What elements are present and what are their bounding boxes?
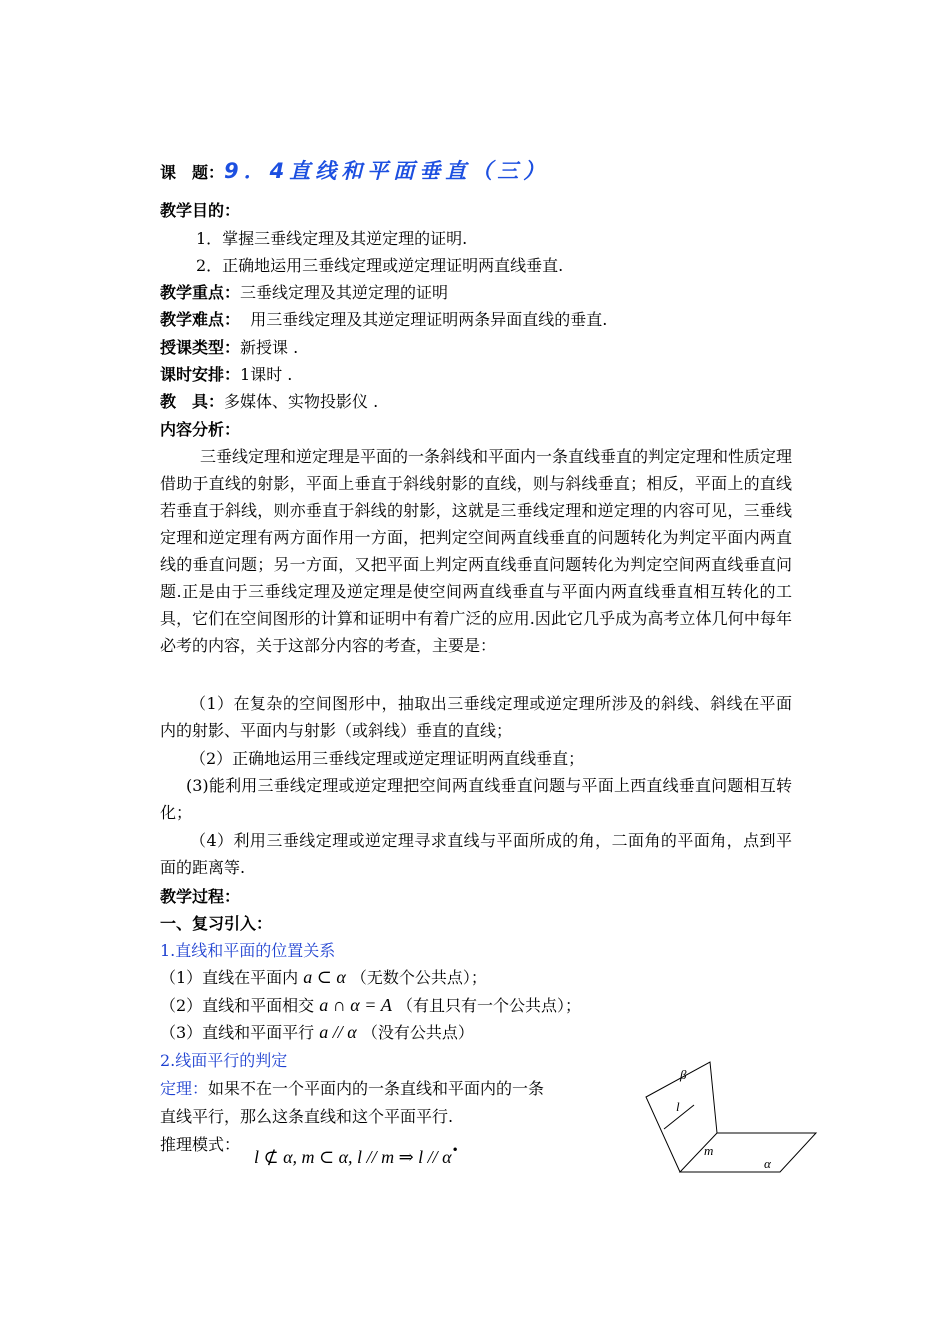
relation-row xyxy=(160,966,487,989)
label-alpha: α xyxy=(764,1156,771,1171)
objectives-heading: 教学目的： xyxy=(160,201,241,220)
analysis-point: （1）在复杂的空间图形中，抽取出三垂线定理或逆定理所涉及的斜线、斜线在平面内的射影、平面内与射影（或斜线）垂直的直线； xyxy=(160,694,792,740)
meta-label: 教学难点： xyxy=(160,310,241,329)
topic-parallel-criterion: 2.线面平行的判定 xyxy=(160,1051,288,1070)
analysis-heading: 内容分析： xyxy=(160,420,241,439)
meta-label: 授课类型： xyxy=(160,338,241,357)
meta-key-points xyxy=(160,282,448,304)
section-review: 一、复习引入： xyxy=(160,914,273,933)
relation-text: （1）直线在平面内 xyxy=(160,968,299,987)
title-text: 9．4直线和平面垂直（三） xyxy=(224,159,550,183)
process-heading: 教学过程： xyxy=(160,887,241,906)
reasoning-formula-row xyxy=(254,1143,459,1170)
analysis-paragraph: 三垂线定理和逆定理是平面的一条斜线和平面内一条直线垂直的判定定理和性质定理借助于直线的射影，平面上垂直于斜线射影的直线，则与斜线垂直；相反，平面上的直线若垂直于斜线，则亦垂直于斜线的射影，这就是三垂线定理和逆定理的内容可见，三垂线定理和逆定理有两方面作用一方面，把判定空间两直线垂直的问题转化为判定平面内两直线的垂直问题；另一方面，又把平面上判定两直线垂直问题转化为判定空间两直线垂直问题.正是由于三垂线定理及逆定理是使空间两直线垂直与平面内两直线垂直相互转化的工具，它们在空间图形的计算和证明中有着广泛的应用.因此它几乎成为高考立体几何中每年必考的内容，关于这部分内容的考查，主要是： xyxy=(160,447,793,655)
relation-text: （3）直线和平面平行 xyxy=(160,1023,315,1042)
relation-formula: a // α xyxy=(319,1022,357,1042)
analysis-point: (3)能利用三垂线定理或逆定理把空间两直线垂直问题与平面上西直线垂直问题相互转化； xyxy=(160,776,792,822)
meta-value: 1课时 . xyxy=(240,365,293,384)
meta-value: 三垂线定理及其逆定理的证明 xyxy=(240,283,449,302)
relation-note: （有且只有一个公共点）； xyxy=(396,996,581,1015)
theorem-label: 定理： xyxy=(160,1079,209,1098)
meta-lesson-type xyxy=(160,337,298,359)
topic-position-relations: 1.直线和平面的位置关系 xyxy=(160,941,336,960)
analysis-point: （2）正确地运用三垂线定理或逆定理证明两直线垂直； xyxy=(190,749,585,768)
relation-text: （2）直线和平面相交 xyxy=(160,996,315,1015)
plane-figure xyxy=(640,1060,830,1190)
meta-schedule xyxy=(160,364,292,386)
relation-row xyxy=(160,994,581,1017)
relation-formula: a ⊂ α xyxy=(303,967,346,987)
meta-label: 教 具： xyxy=(160,392,225,411)
relation-row xyxy=(160,1021,474,1044)
meta-difficulty xyxy=(160,309,607,331)
relation-formula: a ∩ α = A xyxy=(319,995,392,1015)
label-l: l xyxy=(676,1099,680,1114)
objective-item: 1．掌握三垂线定理及其逆定理的证明. xyxy=(196,229,468,248)
meta-value: 新授课 . xyxy=(240,338,299,357)
title-label: 课 题： xyxy=(160,163,225,182)
reasoning-label: 推理模式： xyxy=(160,1135,241,1154)
relation-note: （无数个公共点）； xyxy=(350,968,487,987)
meta-value: 多媒体、实物投影仪 . xyxy=(224,392,379,411)
meta-value: 用三垂线定理及其逆定理证明两条异面直线的垂直. xyxy=(240,310,608,329)
theorem-line xyxy=(160,1078,544,1100)
meta-label: 课时安排： xyxy=(160,365,241,384)
reasoning-dot: • xyxy=(451,1143,459,1157)
label-m: m xyxy=(704,1143,714,1158)
plane-alpha xyxy=(680,1133,816,1172)
meta-label: 教学重点： xyxy=(160,283,241,302)
objective-item: 2．正确地运用三垂线定理或逆定理证明两直线垂直. xyxy=(196,256,564,275)
analysis-point: （4）利用三垂线定理或逆定理寻求直线与平面所成的角，二面角的平面角，点到平面的距离等. xyxy=(160,831,792,877)
theorem-text: 如果不在一个平面内的一条直线和平面内的一条 xyxy=(208,1079,545,1098)
reasoning-formula: l ⊄ α, m ⊂ α, l // m ⇒ l // α xyxy=(254,1147,452,1167)
theorem-text-cont: 直线平行，那么这条直线和这个平面平行. xyxy=(160,1107,454,1126)
relation-note: （没有公共点） xyxy=(361,1023,474,1042)
label-beta: β xyxy=(680,1067,687,1082)
meta-tools xyxy=(160,391,378,413)
lesson-title xyxy=(160,160,549,184)
